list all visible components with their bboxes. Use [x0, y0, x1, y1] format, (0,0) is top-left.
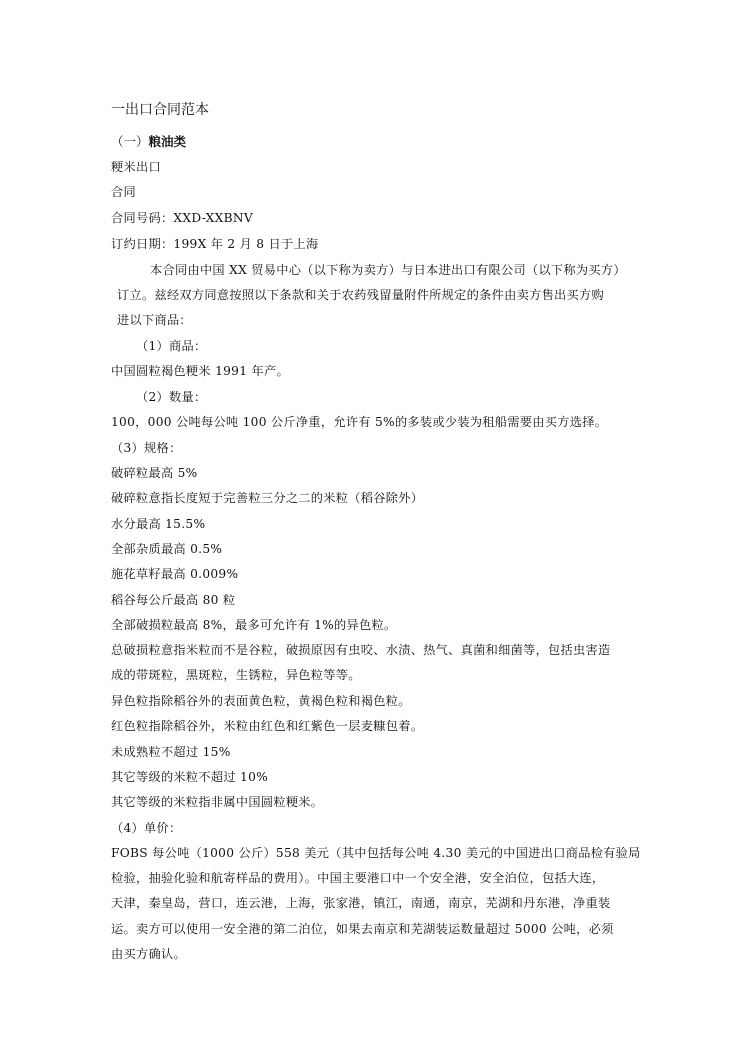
text-line: FOBS 每公吨（1000 公斤）558 美元（其中包括每公吨 4.30 美元的中国进出口商品检有验局 [111, 846, 641, 860]
text-line: （4）单价： [111, 821, 182, 835]
section-heading [111, 132, 186, 150]
text-line: 由买方确认。 [111, 947, 186, 961]
text-line: 异色粒指除稻谷外的表面黄色粒，黄褐色粒和褐色粒。 [111, 694, 411, 708]
text-line: 100，000 公吨每公吨 100 公斤净重，允许有 5%的多装或少装为租船需要由买方选择。 [111, 415, 608, 429]
text-line: 全部破损粒最高 8%，最多可允许有 1%的异色粒。 [111, 618, 397, 632]
text-line: 订约日期：199X 年 2 月 8 日于上海 [111, 237, 319, 251]
text-line: 水分最高 15.5% [111, 517, 206, 531]
text-line: 粳米出口 [111, 160, 161, 174]
section-prefix: （一） [111, 134, 149, 149]
text-line: 稻谷每公斤最高 80 粒 [111, 593, 236, 607]
text-line: （1）商品： [136, 339, 207, 353]
text-line: 合同 [111, 185, 136, 199]
text-line: 未成熟粒不超过 15% [111, 745, 231, 759]
text-line: 破碎粒最高 5% [111, 466, 198, 480]
text-line: 进以下商品： [117, 313, 192, 327]
text-line: 中国圆粒褐色粳米 1991 年产。 [111, 364, 289, 378]
text-line: 破碎粒意指长度短于完善粒三分之二的米粒（稻谷除外） [111, 491, 424, 505]
text-line: 成的带斑粒，黑斑粒，生锈粒，异色粒等等。 [111, 668, 361, 682]
text-line: （3）规格： [111, 441, 182, 455]
text-line: （2）数量： [136, 390, 207, 404]
text-line: 总破损粒意指米粒而不是谷粒，破损原因有虫咬、水渍、热气、真菌和细菌等，包括虫害造 [111, 643, 611, 657]
text-line: 其它等级的米粒指非属中国圆粒粳米。 [111, 795, 324, 809]
text-line: 检验，抽验化验和航寄样品的费用）。中国主要港口中一个安全港，安全泊位，包括大连， [111, 871, 605, 885]
text-line: 运。卖方可以使用一安全港的第二泊位，如果去南京和芜湖装运数量超过 5000 公吨，必须 [111, 922, 614, 936]
text-line: 合同号码：XXD-XXBNV [111, 211, 253, 225]
text-line: 其它等级的米粒不超过 10% [111, 770, 269, 784]
text-line: 红色粒指除稻谷外，米粒由红色和红紫色一层麦糠包着。 [111, 719, 424, 733]
section-name: 粮油类 [148, 134, 187, 149]
text-line: 天津，秦皇岛，营口，连云港，上海，张家港，镇江，南通，南京，芜湖和丹东港，净重装 [111, 896, 611, 910]
text-line: 本合同由中国 XX 贸易中心（以下称为卖方）与日本进出口有限公司（以下称为买方） [150, 263, 626, 277]
text-line: 订立。兹经双方同意按照以下条款和关于农药残留量附件所规定的条件由卖方售出买方购 [117, 288, 605, 302]
document-title: 一出口合同范本 [111, 102, 209, 118]
text-line: 全部杂质最高 0.5% [111, 542, 223, 556]
text-line: 施花草籽最高 0.009% [111, 567, 239, 581]
